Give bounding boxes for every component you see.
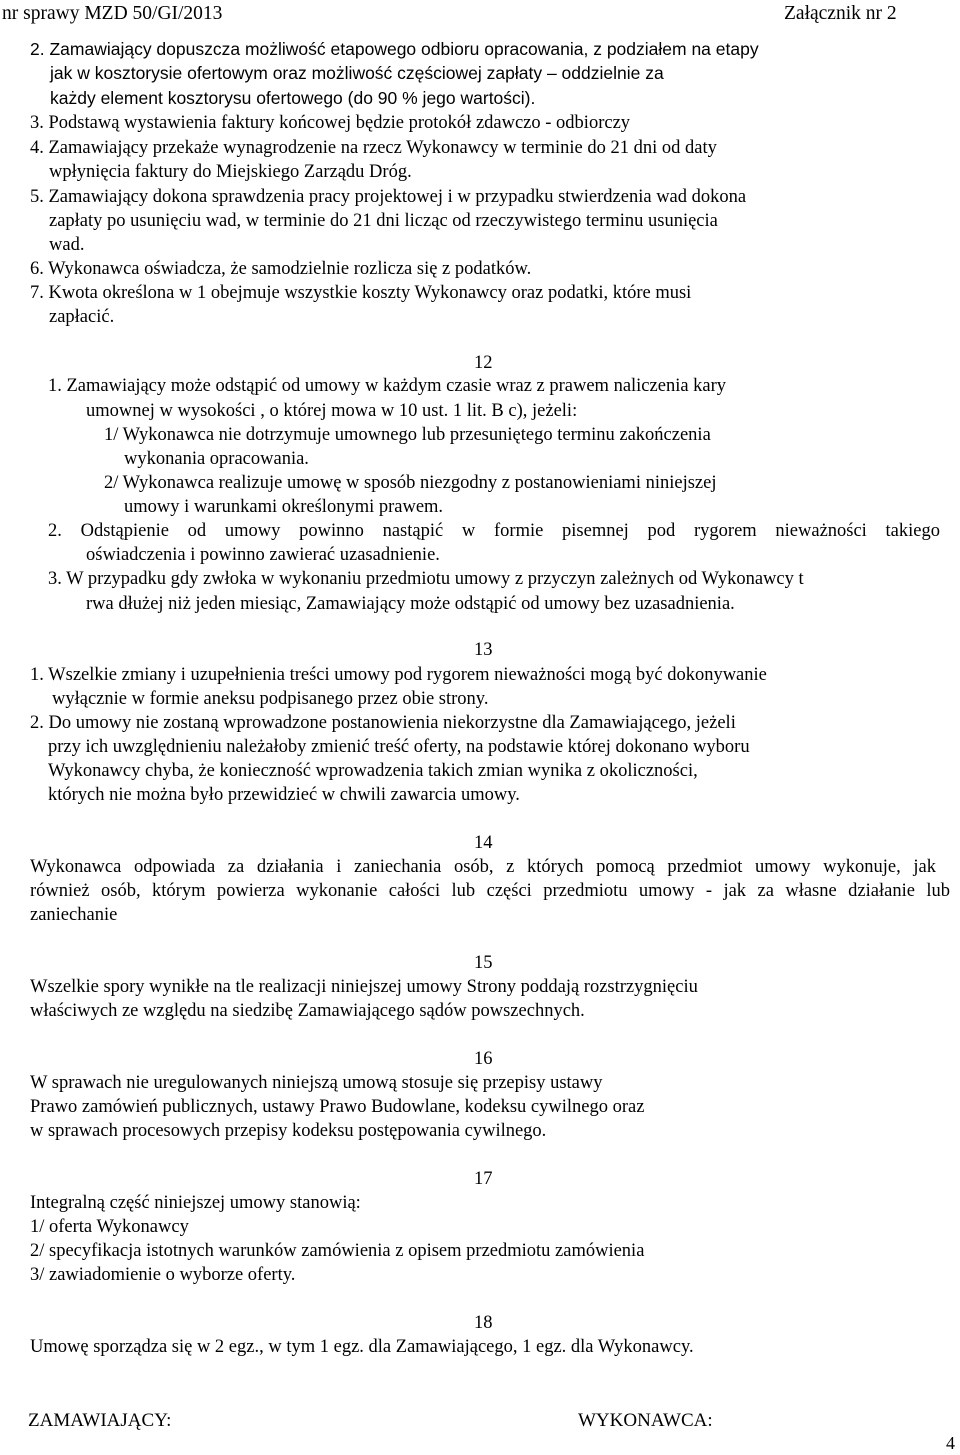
p12-1b-line2: umowy i warunkami określonymi prawem.	[124, 497, 444, 517]
p12-2-line2: oświadczenia i powinno zawierać uzasadnienie.	[86, 545, 440, 565]
p11-2-line1: 2. Zamawiający dopuszcza możliwość etapowego odbioru opracowania, z podziałem na etapy	[30, 39, 759, 59]
p16-line3: w sprawach procesowych przepisy kodeksu postępowania cywilnego.	[30, 1121, 547, 1141]
p15-line1: Wszelkie spory wynikłe na tle realizacji niniejszej umowy Strony poddają rozstrzygnięciu	[30, 977, 698, 997]
p15-line2: właściwych ze względu na siedzibę Zamawiającego sądów powszechnych.	[30, 1001, 585, 1021]
p17-line1: Integralną część niniejszej umowy stanowią:	[30, 1193, 361, 1213]
p12-3-line2: rwa dłużej niż jeden miesiąc, Zamawiający może odstąpić od umowy bez uzasadnienia.	[86, 594, 735, 614]
p13-1-line2: wyłącznie w formie aneksu podpisanego przez obie strony.	[52, 689, 489, 709]
p11-3: 3. Podstawą wystawienia faktury końcowej będzie protokół zdawczo - odbiorczy	[30, 113, 631, 133]
p12-2-line1: 2. Odstąpienie od umowy powinno nastąpić w formie pisemnej pod rygorem nieważności takiego	[48, 521, 940, 541]
case-number: nr sprawy MZD 50/GI/2013	[2, 3, 223, 24]
p12-1-line2: umownej w wysokości , o której mowa w 10 ust. 1 lit. B c), jeżeli:	[86, 401, 578, 421]
p16-line2: Prawo zamówień publicznych, ustawy Prawo Budowlane, kodeksu cywilnego oraz	[30, 1097, 645, 1117]
p16-line1: W sprawach nie uregulowanych niniejszą umową stosuje się przepisy ustawy	[30, 1073, 603, 1093]
section-13-heading: 13	[474, 640, 493, 660]
p17-line2: 1/ oferta Wykonawcy	[30, 1217, 189, 1237]
p12-1-line1: 1. Zamawiający może odstąpić od umowy w każdym czasie wraz z prawem naliczenia kary	[48, 376, 727, 396]
p13-2-line3: Wykonawcy chyba, że konieczność wprowadzenia takich zmian wynika z okoliczności,	[48, 761, 698, 781]
p17-line4: 3/ zawiadomienie o wyborze oferty.	[30, 1265, 296, 1285]
p11-7-line1: 7. Kwota określona w 1 obejmuje wszystkie koszty Wykonawcy oraz podatki, które musi	[30, 283, 692, 303]
section-12-heading: 12	[474, 353, 493, 373]
section-16-heading: 16	[474, 1049, 493, 1069]
section-15-heading: 15	[474, 953, 493, 973]
p12-1a-line1: 1/ Wykonawca nie dotrzymuje umownego lub przesuniętego terminu zakończenia	[104, 425, 711, 445]
p14-line2: również osób, którym powierza wykonanie całości lub części przedmiotu umowy - jak za własne działanie lub	[30, 881, 950, 901]
contractor-signature-label: WYKONAWCA:	[578, 1410, 713, 1431]
p18-line1: Umowę sporządza się w 2 egz., w tym 1 egz. dla Zamawiającego, 1 egz. dla Wykonawcy.	[30, 1337, 694, 1357]
p11-5-line1: 5. Zamawiający dokona sprawdzenia pracy projektowej i w przypadku stwierdzenia wad dokona	[30, 187, 747, 207]
p14-line3: zaniechanie	[30, 905, 118, 925]
employer-signature-label: ZAMAWIAJĄCY:	[28, 1410, 172, 1431]
p14-line1: Wykonawca odpowiada za działania i zaniechania osób, z których pomocą przedmiot umowy wykonuje, jak	[30, 857, 936, 877]
section-14-heading: 14	[474, 833, 493, 853]
p13-2-line1: 2. Do umowy nie zostaną wprowadzone postanowienia niekorzystne dla Zamawiającego, jeżeli	[30, 713, 736, 733]
section-18-heading: 18	[474, 1313, 493, 1333]
p11-5-line3: wad.	[49, 235, 85, 255]
p12-1b-line1: 2/ Wykonawca realizuje umowę w sposób niezgodny z postanowieniami niniejszej	[104, 473, 717, 493]
p12-3-line1: 3. W przypadku gdy zwłoka w wykonaniu przedmiotu umowy z przyczyn zależnych od Wykonawcy t	[48, 569, 804, 589]
p11-6: 6. Wykonawca oświadcza, że samodzielnie rozlicza się z podatków.	[30, 259, 532, 279]
p12-1a-line2: wykonania opracowania.	[124, 449, 309, 469]
p11-4-line1: 4. Zamawiający przekaże wynagrodzenie na rzecz Wykonawcy w terminie do 21 dni od daty	[30, 138, 717, 158]
p11-4-line2: wpłynięcia faktury do Miejskiego Zarządu Dróg.	[49, 162, 412, 182]
p11-2-line3: każdy element kosztorysu ofertowego (do 90 % jego wartości).	[50, 88, 536, 108]
attachment-label: Załącznik nr 2	[784, 3, 897, 24]
page-number: 4	[946, 1433, 955, 1453]
p13-2-line2: przy ich uwzględnieniu należałoby zmienić treść oferty, na podstawie której dokonano wyboru	[48, 737, 750, 757]
p13-2-line4: których nie można było przewidzieć w chwili zawarcia umowy.	[48, 785, 520, 805]
p11-7-line2: zapłacić.	[49, 307, 115, 327]
p11-2-line2: jak w kosztorysie ofertowym oraz możliwość częściowej zapłaty – oddzielnie za	[50, 63, 664, 83]
p13-1-line1: 1. Wszelkie zmiany i uzupełnienia treści umowy pod rygorem nieważności mogą być dokonywanie	[30, 665, 767, 685]
section-17-heading: 17	[474, 1169, 493, 1189]
p11-5-line2: zapłaty po usunięciu wad, w terminie do 21 dni licząc od rzeczywistego terminu usunięcia	[49, 211, 718, 231]
p17-line3: 2/ specyfikacja istotnych warunków zamówienia z opisem przedmiotu zamówienia	[30, 1241, 645, 1261]
